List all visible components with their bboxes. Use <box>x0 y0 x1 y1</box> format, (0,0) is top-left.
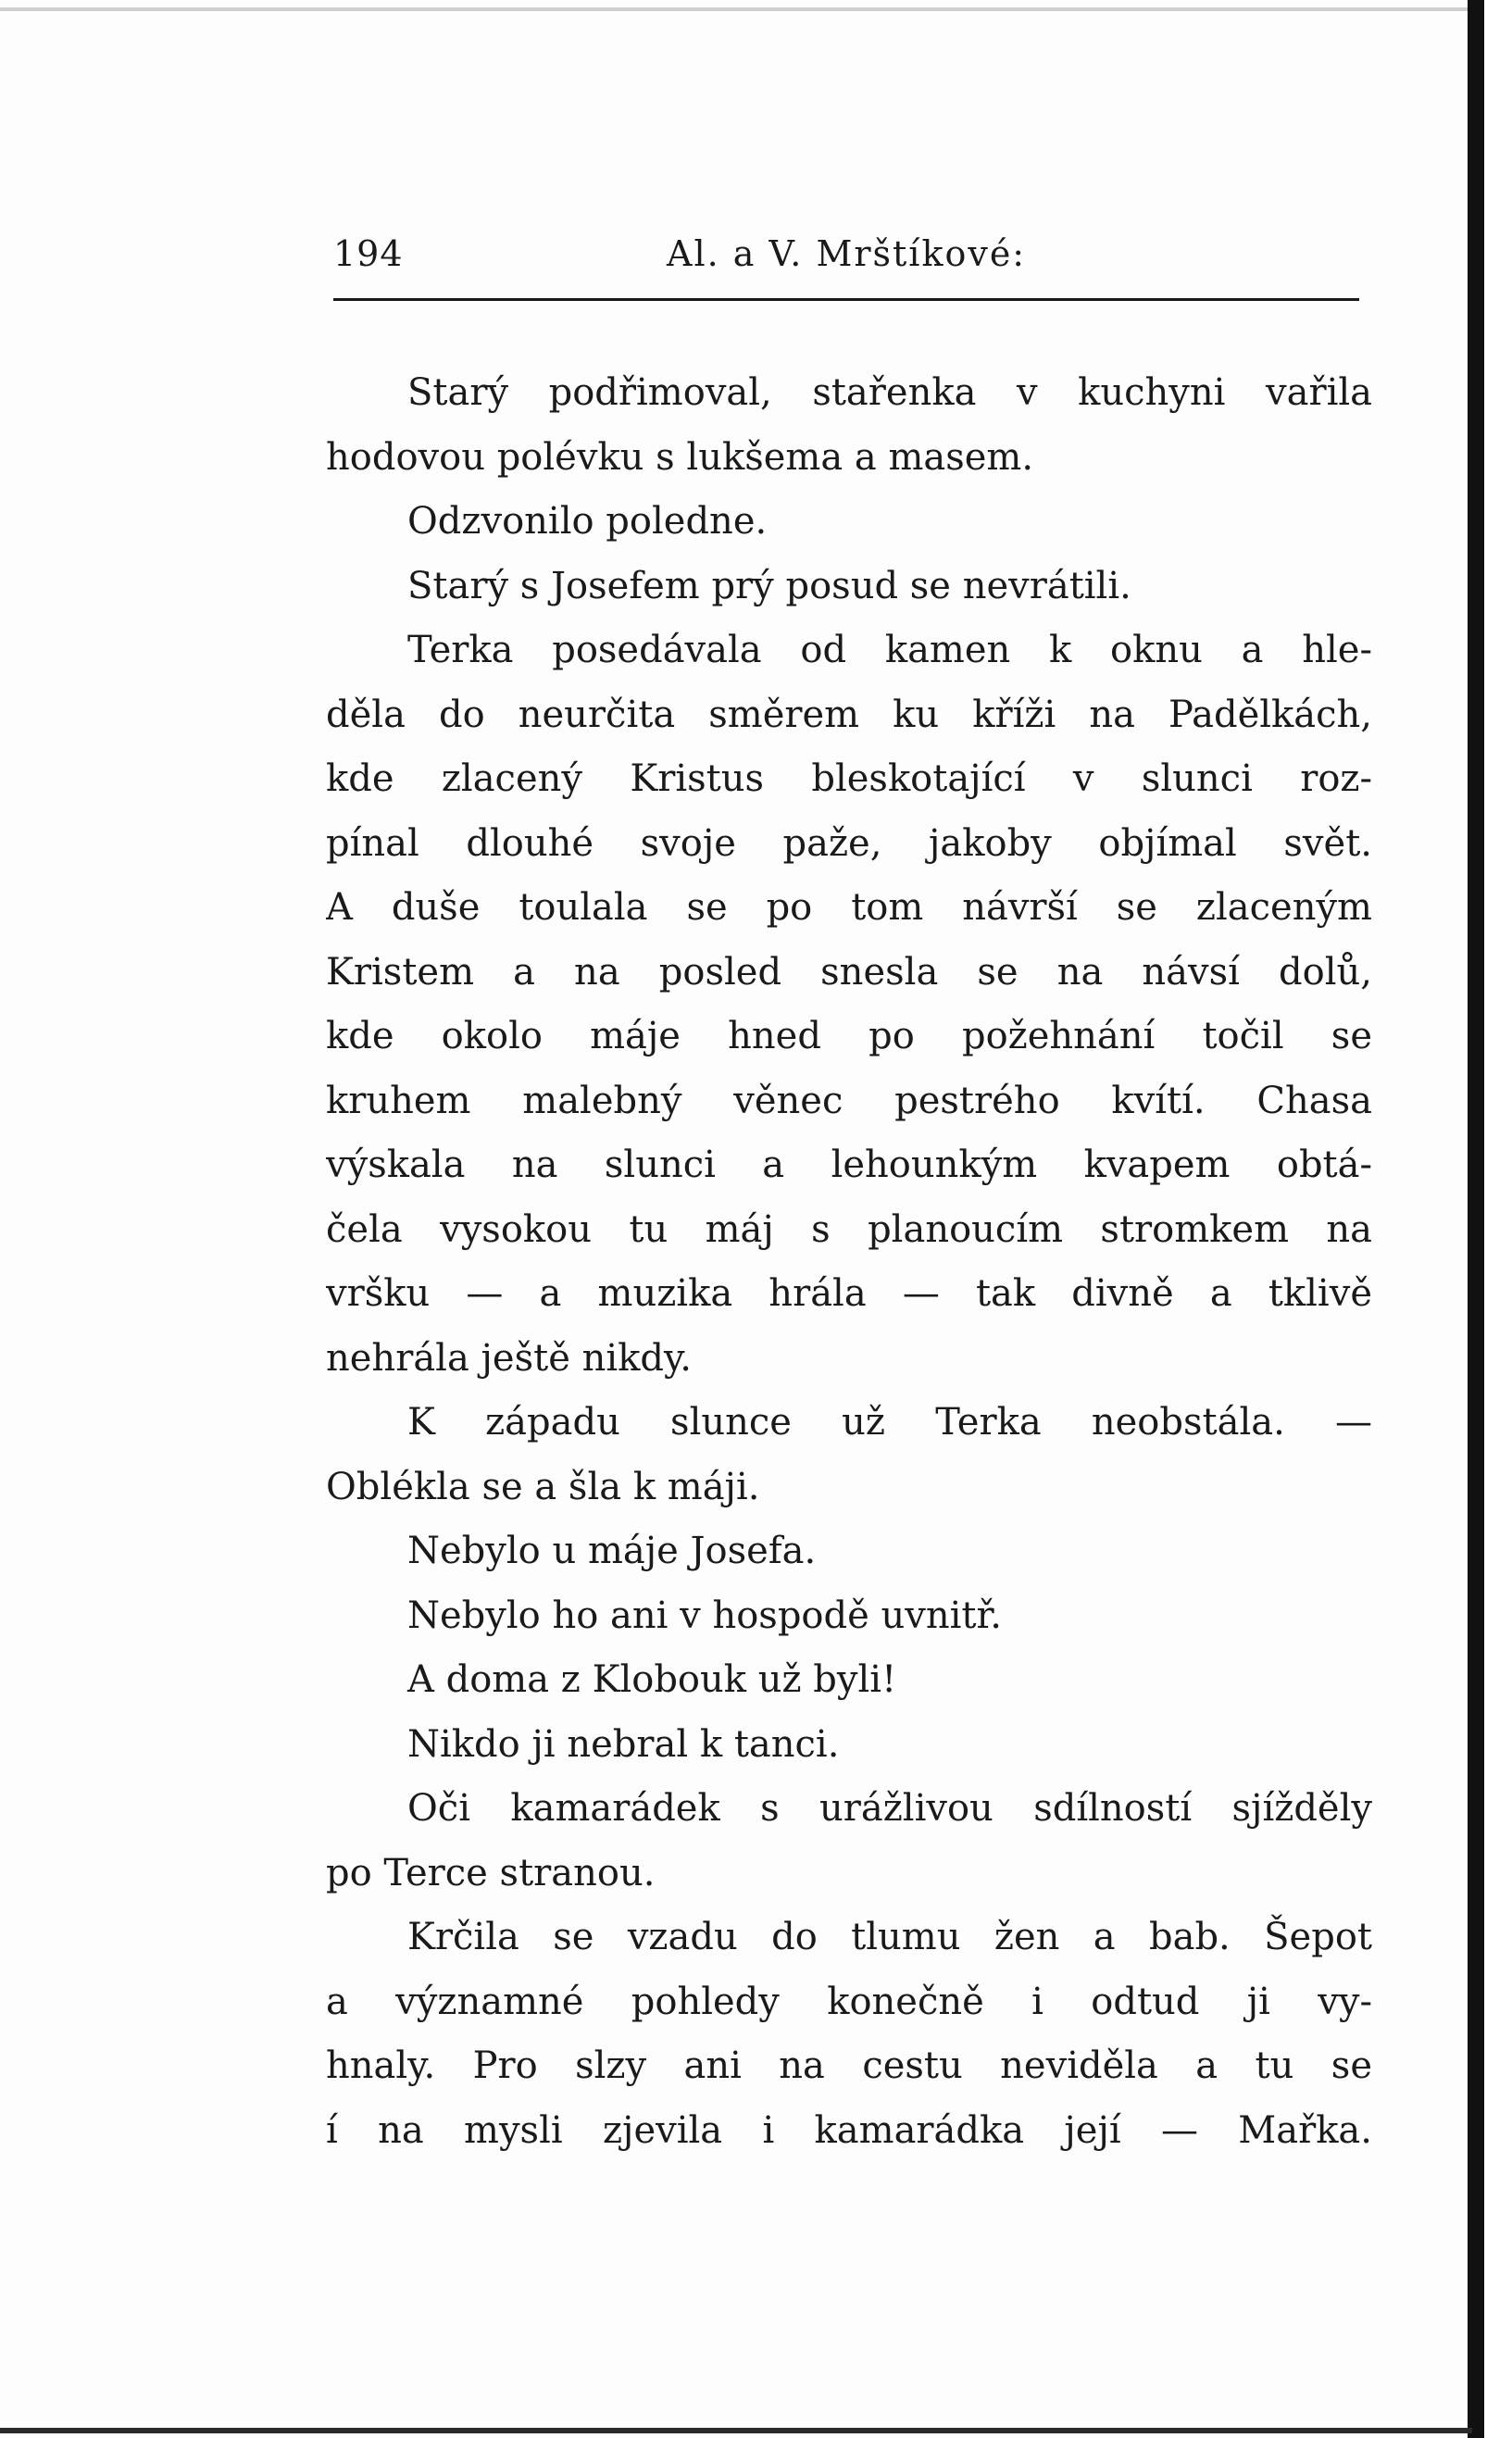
text-line: kde zlacený Kristus bleskotající v slunci roz- <box>326 757 1372 800</box>
text-line: Kristem a na posled snesla se na návsí dolů, <box>326 950 1372 994</box>
text-line: Oblékla se a šla k máji. <box>326 1465 760 1508</box>
text-line: nehrála ještě nikdy. <box>326 1336 692 1380</box>
scan-edge-right <box>1468 0 1484 2438</box>
text-line: a významné pohledy konečně i odtud ji vy- <box>326 1980 1372 2023</box>
text-line: děla do neurčita směrem ku kříži na Padělkách, <box>326 693 1372 736</box>
body-text <box>326 361 1372 2163</box>
running-head: Al. a V. Mrštíkové: <box>667 233 1027 274</box>
text-line: Nikdo ji nebral k tanci. <box>407 1722 840 1766</box>
scan-edge-top <box>0 7 1472 11</box>
text-line: Nebylo ho ani v hospodě uvnitř. <box>407 1594 1002 1637</box>
text-line: Starý podřimoval, stařenka v kuchyni vařila <box>407 371 1372 414</box>
text-line: čela vysokou tu máj s planoucím stromkem na <box>326 1207 1372 1251</box>
text-line: výskala na slunci a lehounkým kvapem obtá- <box>326 1144 1372 1186</box>
text-line: K západu slunce už Terka neobstála. — <box>407 1401 1372 1444</box>
text-line: po Terce stranou. <box>326 1851 656 1894</box>
text-line: hnaly. Pro slzy ani na cestu neviděla a tu se <box>326 2044 1372 2087</box>
scan-margin-right <box>1484 0 1512 2438</box>
text-line: A doma z Klobouk už byli! <box>407 1658 897 1701</box>
text-line: vršku — a muzika hrála — tak divně a tklivě <box>326 1272 1372 1315</box>
text-line: Terka posedávala od kamen k oknu a hle- <box>407 629 1372 671</box>
text-line: hodovou polévku s lukšema a masem. <box>326 435 1034 479</box>
text-line: Starý s Josefem prý posud se nevrátili. <box>407 564 1131 607</box>
text-line: pínal dlouhé svoje paže, jakoby objímal svět. <box>326 821 1372 865</box>
text-line: A duše toulala se po tom návrší se zlaceným <box>326 886 1372 929</box>
text-line: í na mysli zjevila i kamarádka její — Mařka. <box>326 2108 1372 2152</box>
header-rule <box>333 298 1359 301</box>
text-line: kde okolo máje hned po požehnání točil se <box>326 1015 1372 1057</box>
text-line: Krčila se vzadu do tlumu žen a bab. Šepot <box>407 1916 1372 1958</box>
page-header <box>333 233 1370 289</box>
text-line: kruhem malebný věnec pestrého kvítí. Chasa <box>326 1079 1372 1122</box>
scan-edge-bottom <box>0 2428 1472 2433</box>
text-line: Oči kamarádek s urážlivou sdílností sjížděly <box>407 1787 1372 1830</box>
text-line: Odzvonilo poledne. <box>407 500 768 543</box>
page-number: 194 <box>333 233 404 274</box>
text-line: Nebylo u máje Josefa. <box>407 1530 817 1572</box>
